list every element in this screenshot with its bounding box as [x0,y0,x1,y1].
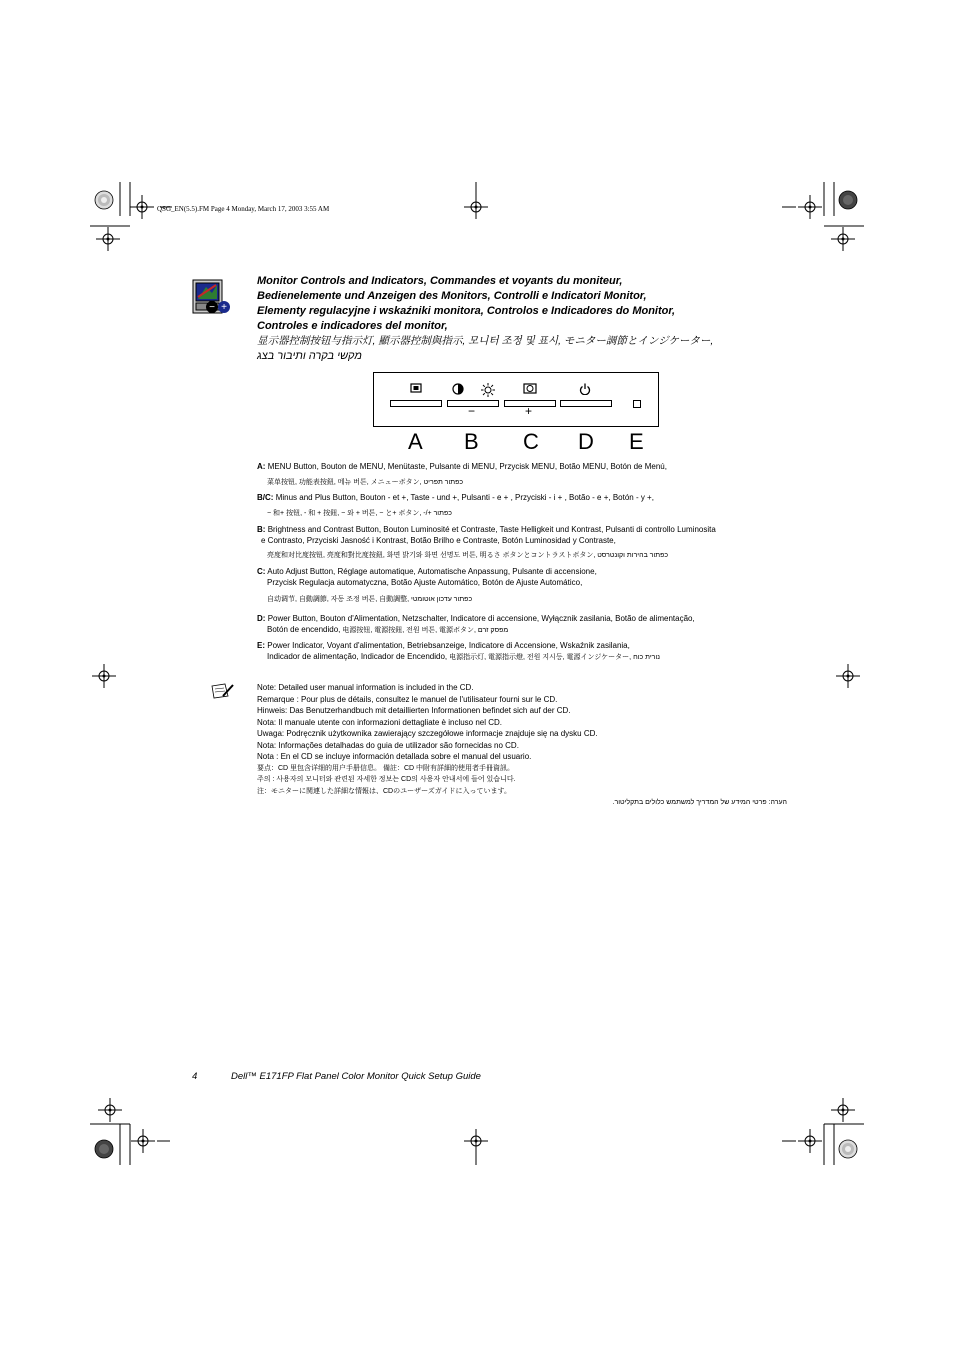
svg-text:+: + [221,302,227,313]
note-line: Hinweis: Das Benutzerhandbuch mit detaillierten Informationen befindet sich auf der CD. [257,706,571,715]
contrast-icon [452,383,464,397]
menu-icon [410,383,422,395]
note-asian-line: 注：モニターに関連した詳細な情報は、CDのユーザーズガイドに入っています。 [257,787,511,795]
guide-title: Dell™ E171FP Flat Panel Color Monitor Quick Setup Guide [231,1071,481,1082]
panel-letter-c: C [523,429,539,454]
svg-text:−: − [209,302,215,313]
note-line: Nota : En el CD se incluye información detallada sobre el manual del usuario. [257,752,532,761]
desc-text: Auto Adjust Button, Réglage automatique, Automatische Anpassung, Pulsante di accensione, [267,567,597,576]
page-number: 4 [192,1071,198,1082]
power-icon [579,383,591,397]
desc-asian: − 和+ 按钮, - 和 + 按鈕, − 와 + 버튼, − と+ ボタン, -/+ כפתור [267,510,452,517]
desc-text: Power Indicator, Voyant d'alimentation, Betriebsanzeige, Indicatore di Accensione, Wskaźnik zasilania, [267,641,630,650]
desc-e [257,640,787,663]
note-line: Nota: Il manuale utente con informazioni dettagliate è incluso nel CD. [257,717,503,727]
desc-text: Minus and Plus Button, Bouton - et +, Taste - und +, Pulsanti - e + , Przyciski - i + , Botão - e +, Botón - y +, [275,493,654,502]
monitor-controls-icon [192,279,232,315]
desc-asian: 自动调节, 自動調節, 자동 조정 버튼, 自動調整, כפתור עדכון אוטומטי [267,596,473,603]
title-asian: 显示器控制按钮与指示灯, 顯示器控制與指示, 모니터 조정 및 표시, モニター調節とインジケーター, [257,335,714,347]
desc-label: D: [257,614,266,623]
title-line: Elementy regulacyjne i wskaźniki monitora, Controlos e Indicadores do Monitor, [257,305,676,317]
note-asian-line: 주의 : 사용자의 모니터와 관련된 자세한 정보는 CD의 사용자 안내서에 들어 있습니다. [257,776,516,783]
plus-sign: + [525,404,533,418]
panel-letter-d: D [578,429,594,454]
desc-text: MENU Button, Bouton de MENU, Menütaste, Pulsante di MENU, Przycisk MENU, Botão MENU, Botón de Menú, [267,462,667,471]
power-led-icon [633,400,641,408]
front-panel-diagram [373,372,659,427]
note-line: Remarque : Pour plus de détails, consultez le manuel de l'utilisateur fourni sur le CD. [257,694,558,704]
desc-label: C: [257,567,266,576]
desc-asian: 电源按钮, 電源按鈕, 전원 버튼, 電源ボタン, מפסק זרם [340,627,509,634]
fm-header-line: QSG_EN(5.5).FM Page 4 Monday, March 17, 2003 3:55 AM [157,205,330,213]
desc-c [257,566,787,605]
desc-label: A: [257,462,266,471]
desc-text: Power Button, Bouton d'Alimentation, Netzschalter, Indicatore di accensione, Wyłącznik zasilania, Botão de alimentação, [267,614,695,623]
title-line: Monitor Controls and Indicators, Commandes et voyants du moniteur, [257,275,623,287]
desc-text: e Contrasto, Przyciski Jasność i Kontrast, Botão Brilho e Contraste, Botón Luminosidad y Contraste, [261,536,616,545]
note-pencil-icon [211,683,235,699]
desc-label: B/C: [257,493,274,502]
note-block [257,682,787,809]
desc-asian: 亮度和对比度按钮, 亮度和對比度按鈕, 화면 밝기와 화면 선명도 버튼, 明るさ ボタンとコントラストボタン, כפתור בהירות וקונטרסט [267,552,669,559]
auto-adjust-icon [523,383,537,396]
title-line: Controles e indicadores del monitor, [257,320,448,332]
panel-letter-a: A [408,429,423,454]
desc-bc [257,492,787,519]
title-hebrew: מקשי בקרה ותיבור בצג [257,350,362,362]
brightness-icon [481,383,495,399]
section-title [257,274,777,364]
note-hebrew-line: הערה: פרטי המידע של המדריך למשתמש כלולים בתקליטור. [612,799,787,806]
panel-letter-e: E [629,429,644,454]
note-line: Nota: Informações detalhadas do guia de utilizador são fornecidas no CD. [257,740,519,750]
menu-button[interactable] [390,400,442,407]
desc-a [257,461,787,488]
note-line: Note: Detailed user manual information is included in the CD. [257,683,474,692]
power-button[interactable] [560,400,612,407]
desc-asian: 电源指示灯, 電源指示燈, 전원 지시등, 電源インジケーター, נורית כוח [447,654,660,661]
desc-text: Przycisk Regulacja automatyczna, Botão Ajuste Automático, Botón de Ajuste Automático, [267,578,583,587]
minus-sign: − [468,404,476,418]
desc-d [257,613,787,636]
desc-text: Indicador de alimentação, Indicador de Encendido, [267,652,448,661]
desc-label: E: [257,641,265,650]
desc-text: Botón de encendido, [267,625,341,634]
desc-asian: 菜单按钮, 功能表按鈕, 메뉴 버튼, メニューボタン, כפתור תפריט [267,479,464,486]
desc-label: B: [257,525,266,534]
desc-b [257,524,787,561]
desc-text: Brightness and Contrast Button, Bouton Luminosité et Contraste, Taste Helligkeit und Kontrast, Pulsanti di controllo Luminosita [267,525,716,534]
title-line: Bedienelemente und Anzeigen des Monitors, Controlli e Indicatori Monitor, [257,290,647,302]
note-asian-line: 要点：CD 里包含详细的用户手册信息。 備註：CD 中附有詳細的使用者手冊資訊。 [257,764,515,772]
note-line: Uwaga: Podręcznik użytkownika zawierający szczegółowe informacje znajduje się na dysku CD. [257,729,598,738]
panel-letter-b: B [464,429,479,454]
